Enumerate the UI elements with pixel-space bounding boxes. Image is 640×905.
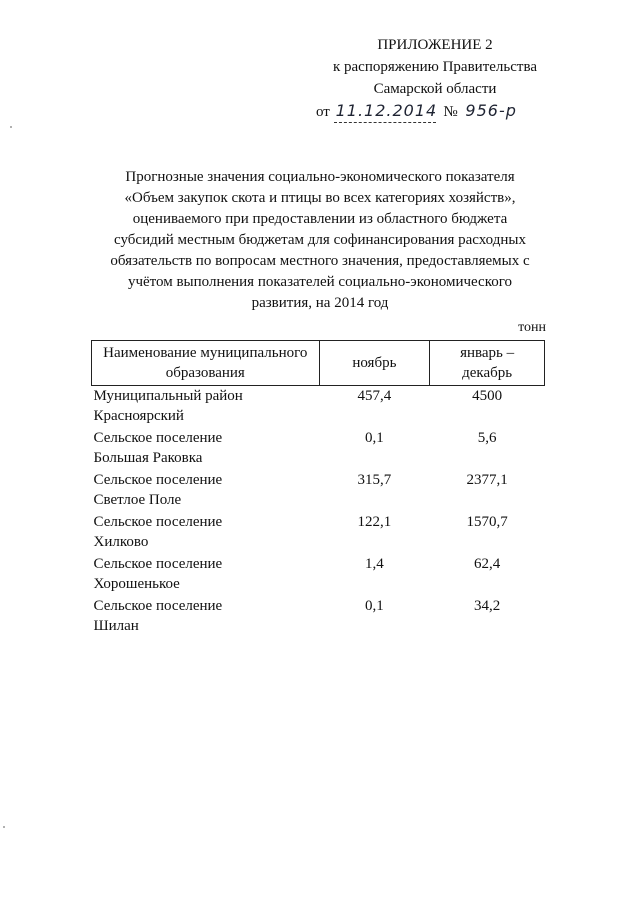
header-municipality-line2: образования (165, 365, 245, 381)
header-municipality (92, 341, 320, 386)
scan-speck (3, 826, 5, 828)
table-header-row (92, 341, 545, 386)
cell-november: 457,4 (357, 388, 392, 404)
heading-line: субсидий местным бюджетам для софинансирования расходных (114, 232, 526, 248)
heading-line: развития, на 2014 год (251, 295, 389, 311)
table-row (92, 470, 545, 512)
table-row (92, 428, 545, 470)
cell-municipality (92, 554, 320, 596)
municipality-name: Шилан (93, 618, 139, 634)
cell-municipality (92, 386, 320, 429)
date-value: 11.12.2014 (334, 100, 436, 123)
municipality-type: Сельское поселение (93, 472, 223, 488)
municipality-type: Сельское поселение (93, 556, 223, 572)
cell-year: 34,2 (473, 598, 501, 614)
municipality-name: Хилково (93, 534, 149, 550)
municipality-name: Красноярский (93, 408, 184, 424)
heading-line: учётом выполнения показателей социально-экономического (127, 274, 513, 290)
document-heading (88, 167, 552, 314)
scan-speck (10, 126, 12, 128)
heading-line: «Объем закупок скота и птицы во всех категориях хозяйств», (124, 190, 516, 206)
header-year (430, 341, 545, 386)
cell-november: 315,7 (357, 472, 392, 488)
municipality-name: Светлое Поле (93, 492, 182, 508)
cell-november: 1,4 (365, 556, 384, 572)
cell-municipality (92, 470, 320, 512)
data-table (91, 340, 545, 638)
cell-municipality (92, 428, 320, 470)
table-row (92, 596, 545, 638)
cell-november: 0,1 (365, 598, 384, 614)
cell-year: 62,4 (473, 556, 501, 572)
date-prefix: от (316, 104, 330, 120)
municipality-type: Сельское поселение (93, 430, 223, 446)
table-row (92, 512, 545, 554)
cell-november: 122,1 (357, 514, 392, 530)
cell-november: 0,1 (365, 430, 384, 446)
appendix-line-1: к распоряжению Правительства (332, 59, 537, 75)
heading-line: обязательств по вопросам местного значения, предоставляемых с (110, 253, 530, 269)
cell-year: 1570,7 (466, 514, 508, 530)
cell-year: 4500 (472, 388, 503, 404)
municipality-type: Сельское поселение (93, 598, 223, 614)
heading-line: оцениваемого при предоставлении из областного бюджета (132, 211, 508, 227)
cell-municipality (92, 596, 320, 638)
municipality-type: Муниципальный район (93, 388, 243, 404)
number-label: № (443, 104, 458, 120)
municipality-name: Хорошенькое (93, 576, 180, 592)
cell-year: 5,6 (477, 430, 497, 446)
municipality-type: Сельское поселение (93, 514, 223, 530)
cell-municipality (92, 512, 320, 554)
table-row (92, 554, 545, 596)
header-year-line2: декабрь (462, 365, 513, 381)
table-row (92, 386, 545, 429)
appendix-line-2: Самарской области (373, 81, 497, 97)
header-year-line1: январь – (460, 345, 515, 361)
cell-year: 2377,1 (466, 472, 508, 488)
number-value: 956-р (465, 101, 517, 120)
appendix-date-line (300, 100, 570, 122)
municipality-name: Большая Раковка (93, 450, 203, 466)
unit-label: тонн (518, 320, 546, 335)
heading-line: Прогнозные значения социально-экономического показателя (125, 169, 515, 185)
appendix-title: ПРИЛОЖЕНИЕ 2 (377, 37, 493, 53)
header-municipality-line1: Наименование муниципального (103, 345, 308, 361)
header-november: ноябрь (319, 341, 430, 386)
appendix-block (300, 34, 570, 122)
